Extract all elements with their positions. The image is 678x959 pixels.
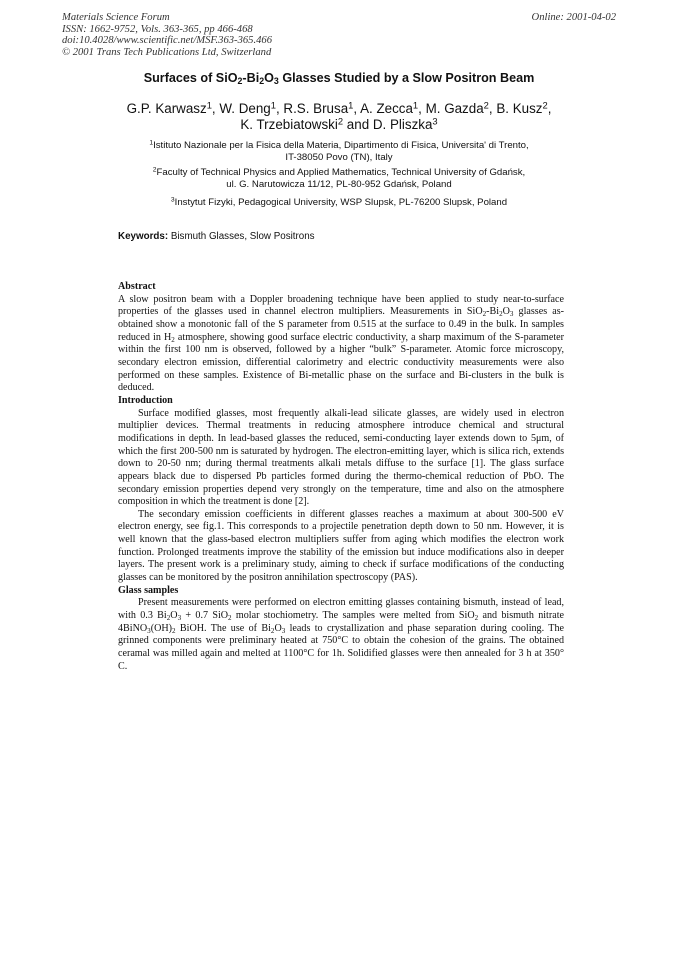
- paper-title: Surfaces of $SiO_2-Bi_2O_3$ Glasses Studied by a Slow Positron Beam: [143, 71, 535, 87]
- author: K. Trzebiatowski: [240, 117, 338, 132]
- introduction-heading: Introduction: [118, 394, 173, 406]
- author: M. Gazda: [425, 101, 484, 116]
- keywords-label: Keywords:: [118, 231, 169, 242]
- author: A. Zecca: [360, 101, 413, 116]
- author: R.S. Brusa: [283, 101, 349, 116]
- affiliation-3: $^3$Instytut Fizyki, Pedagogical University, WSP Slupsk, PL-76200 Slupsk, Poland: [170, 196, 508, 208]
- journal-name: Materials Science Forum: [62, 12, 170, 23]
- copyright-line: © 2001 Trans Tech Publications Ltd, Switzerland: [62, 46, 272, 58]
- abstract-text: A slow positron beam with a Doppler broadening technique have been applied to study near-to-surface properties of the glasses used in channel electron multipliers. Measurements in $SiO_2-Bi_2O_3$ glasses as-obtained show a monotonic fall of the S parameter from 0.515 at the surface to 0.49 in the bulk. In samples reduced in $H_2$ atmosphere, showing good surface electric conductivity, a sharp maximum of the S-parameter within the first 100 nm is observed, followed by a higher “bulk” S-parameter. Atomic force microscopy, secondary electron emission, differential calorimetry and electric conductivity measurements were also performed on these samples. Existence of Bi-metallic phase on the surface and Bi-clusters in the bulk is deduced.: [118, 293, 564, 394]
- keywords: [118, 231, 315, 242]
- doi-line[interactable]: doi:10.4028/www.scientific.net/MSF.363-365.466: [62, 35, 272, 46]
- paper-body: [118, 281, 564, 673]
- author: D. Pliszka: [372, 117, 433, 132]
- affiliation-2: $^2$Faculty of Technical Physics and Applied Mathematics, Technical University of Gdańsk, ul. G. Narutowicza 11/12, PL-80-952 Gdańsk, Poland: [152, 166, 526, 190]
- online-date: Online: 2001-04-02: [531, 12, 616, 23]
- author: G.P. Karwasz: [126, 101, 207, 116]
- running-header: [62, 12, 272, 58]
- keywords-text: Bismuth Glasses, Slow Positrons: [170, 231, 315, 242]
- author: B. Kusz: [496, 101, 543, 116]
- introduction-paragraph: The secondary emission coefficients in different glasses reaches a maximum at about 300-500 eV electron energy, see fig.1. This corresponds to a projectile penetration depth down to 50 nm. However, it is well known that the glass-based electron multipliers suffer from aging which modifies the electron work function. Prolonged treatments improve the stability of the emission but induce modifications also in deeper layers. The present work is a preliminary study, aiming to check if surface modifications of the conducting glasses can be monitored by the positron annihilation spectroscopy (PAS).: [118, 508, 564, 584]
- samples-heading: Glass samples: [118, 584, 179, 596]
- author-list: G.P. Karwasz$^1$, W. Deng$^1$, R.S. Brusa$^1$, A. Zecca$^1$, M. Gazda$^2$, B. Kusz$^2$, K. Trzebiatowski$^2$ and D. Pliszka$^3$: [126, 100, 552, 132]
- author: W. Deng: [219, 101, 271, 116]
- samples-paragraph: Present measurements were performed on electron emitting glasses containing bismuth, instead of lead, with 0.3 $Bi_2O_3 + 0.7$ SiO$_2$ molar stochiometry. The samples were melted from SiO$_2$ and bismuth nitrate $4BiNO_3(OH)_2$ BiOH. The use of $Bi_2O_3$ leads to crystallization and phase separation during cooling. The grinned components were preliminary heated at 750°C to obtain the cohesion of the grains. The obtained ceramal was milled again and melted at 1100°C for 1h. Solidified glasses were then annealed for 3 h at 350° C.: [118, 597, 564, 672]
- abstract-heading: Abstract: [118, 281, 156, 292]
- affiliation-1: $^1$Istituto Nazionale per la Fisica della Materia, Dipartimento di Fisica, Universita' di Trento, IT-38050 Povo (TN), Italy: [149, 139, 529, 163]
- issn-line: ISSN: 1662-9752, Vols. 363-365, pp 466-468: [62, 23, 253, 35]
- introduction-paragraph: Surface modified glasses, most frequently alkali-lead silicate glasses, are widely used in electron multiplier devices. Thermal treatments in reducing atmosphere introduce chemical and structural modifications in depth. In lead-based glasses the reduced, semi-conducting layer extends down to 5μm, of which the first 200-500 nm is saturated by hydrogen. The electron-emitting layer, which is silica rich, extends down to 20-50 nm; during thermal treatments alkali metals diffuse to the surface [1]. The glass surface appears black due to dispersed Pb particles formed during the thermo-chemical reduction of PbO. The secondary emission properties depend very strongly on the temperature, time and also on the atmosphere composition in which the treatment is done [2].: [118, 407, 564, 508]
